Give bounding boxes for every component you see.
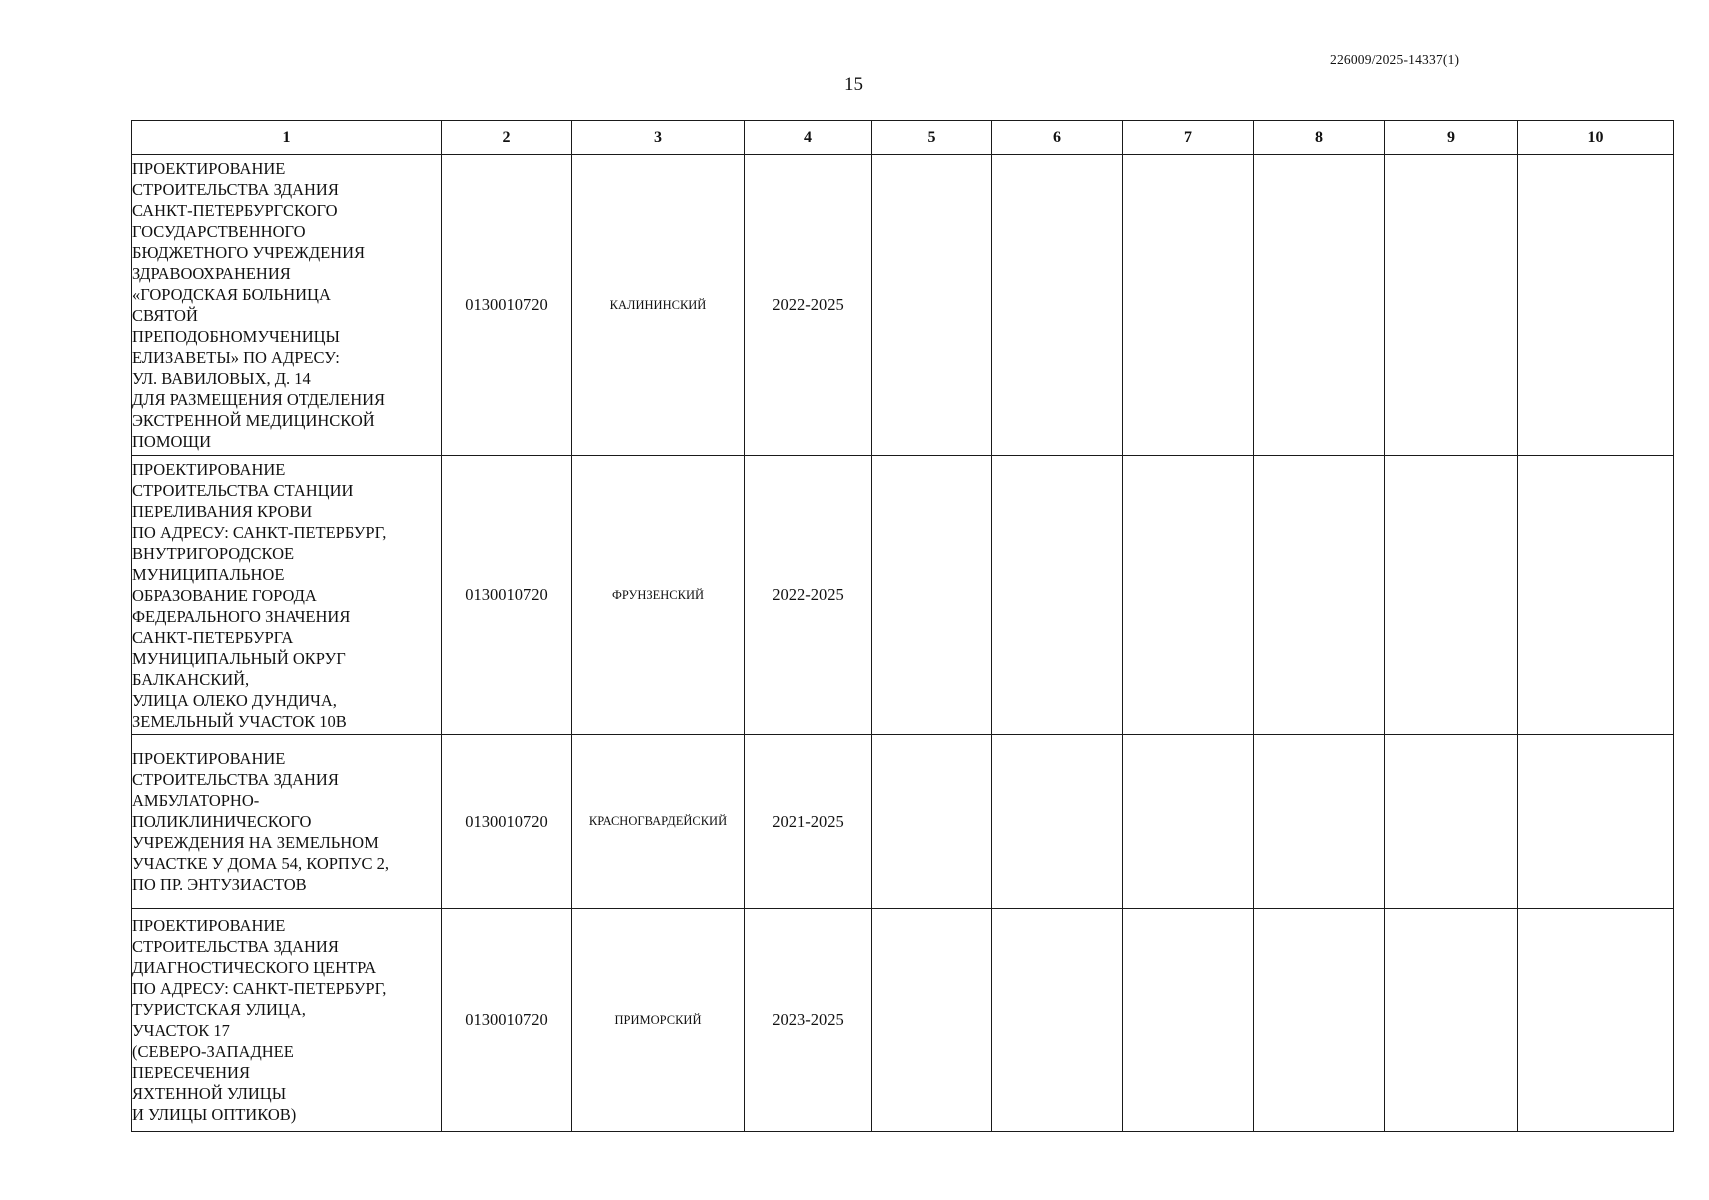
project-name-line: ТУРИСТСКАЯ УЛИЦА,	[132, 1000, 306, 1019]
empty-cell	[872, 735, 992, 909]
project-name-line: АМБУЛАТОРНО-	[132, 791, 260, 810]
project-name-line: САНКТ-ПЕТЕРБУРГСКОГО	[132, 201, 338, 220]
empty-cell	[992, 155, 1123, 456]
empty-cell	[992, 456, 1123, 735]
project-name-line: ДЛЯ РАЗМЕЩЕНИЯ ОТДЕЛЕНИЯ	[132, 390, 386, 409]
project-name-line: «ГОРОДСКАЯ БОЛЬНИЦА	[132, 285, 331, 304]
project-name-line: ПЕРЕЛИВАНИЯ КРОВИ	[132, 501, 313, 521]
project-name-cell	[132, 155, 442, 456]
column-header-9: 9	[1385, 121, 1518, 155]
project-name-line: ЕЛИЗАВЕТЫ» ПО АДРЕСУ:	[132, 348, 340, 367]
project-name-line: ДИАГНОСТИЧЕСКОГО ЦЕНТРА	[132, 958, 377, 977]
project-name-line: СТРОИТЕЛЬСТВА ЗДАНИЯ	[132, 937, 339, 956]
empty-cell	[1123, 909, 1254, 1132]
empty-cell	[1254, 456, 1385, 735]
empty-cell	[1254, 909, 1385, 1132]
project-name-line: ОБРАЗОВАНИЕ ГОРОДА	[132, 585, 317, 605]
project-name-line: СТРОИТЕЛЬСТВА СТАНЦИИ	[132, 480, 354, 500]
projects-table	[131, 120, 1674, 1132]
period-cell: 2023-2025	[745, 909, 872, 1132]
empty-cell	[1385, 735, 1518, 909]
empty-cell	[992, 909, 1123, 1132]
empty-cell	[1385, 909, 1518, 1132]
district-cell: ПРИМОРСКИЙ	[572, 909, 745, 1132]
column-header-4: 4	[745, 121, 872, 155]
code-cell: 0130010720	[442, 909, 572, 1132]
header-row	[132, 121, 1674, 155]
project-name-line: ПО АДРЕСУ: САНКТ-ПЕТЕРБУРГ,	[132, 522, 387, 542]
project-name-line: БАЛКАНСКИЙ,	[132, 669, 250, 689]
project-name-line: УЧРЕЖДЕНИЯ НА ЗЕМЕЛЬНОМ	[132, 833, 379, 852]
empty-cell	[1254, 155, 1385, 456]
column-header-7: 7	[1123, 121, 1254, 155]
table-row	[132, 155, 1674, 456]
project-name-line: (СЕВЕРО-ЗАПАДНЕЕ	[132, 1042, 294, 1061]
project-name-line: УЛ. ВАВИЛОВЫХ, Д. 14	[132, 369, 311, 388]
table-row	[132, 735, 1674, 909]
district-cell: КРАСНОГВАРДЕЙСКИЙ	[572, 735, 745, 909]
column-header-5: 5	[872, 121, 992, 155]
empty-cell	[1123, 735, 1254, 909]
project-name-line: УЧАСТОК 17	[132, 1021, 230, 1040]
empty-cell	[1385, 155, 1518, 456]
page-number: 15	[844, 74, 863, 95]
project-name-line: ПО АДРЕСУ: САНКТ-ПЕТЕРБУРГ,	[132, 979, 387, 998]
project-name-line: ПО ПР. ЭНТУЗИАСТОВ	[132, 875, 307, 894]
empty-cell	[1518, 909, 1674, 1132]
empty-cell	[872, 456, 992, 735]
project-name-line: ЯХТЕННОЙ УЛИЦЫ	[132, 1084, 287, 1103]
project-name-cell	[132, 735, 442, 909]
period-cell: 2022-2025	[745, 456, 872, 735]
empty-cell	[872, 909, 992, 1132]
project-name-line: МУНИЦИПАЛЬНОЕ	[132, 564, 285, 584]
project-name-cell	[132, 909, 442, 1132]
empty-cell	[1518, 735, 1674, 909]
project-name-line: САНКТ-ПЕТЕРБУРГА	[132, 627, 294, 647]
table-row	[132, 909, 1674, 1132]
column-header-6: 6	[992, 121, 1123, 155]
project-name-line: МУНИЦИПАЛЬНЫЙ ОКРУГ	[132, 648, 346, 668]
project-name-line: БЮДЖЕТНОГО УЧРЕЖДЕНИЯ	[132, 243, 366, 262]
project-name-line: ФЕДЕРАЛЬНОГО ЗНАЧЕНИЯ	[132, 606, 351, 626]
empty-cell	[1518, 155, 1674, 456]
empty-cell	[872, 155, 992, 456]
project-name-line: ПЕРЕСЕЧЕНИЯ	[132, 1063, 250, 1082]
column-header-3: 3	[572, 121, 745, 155]
project-name-line: УЛИЦА ОЛЕКО ДУНДИЧА,	[132, 690, 337, 710]
column-header-10: 10	[1518, 121, 1674, 155]
period-cell: 2022-2025	[745, 155, 872, 456]
district-cell: ФРУНЗЕНСКИЙ	[572, 456, 745, 735]
project-name-line: ПОЛИКЛИНИЧЕСКОГО	[132, 812, 312, 831]
column-header-1: 1	[132, 121, 442, 155]
project-name-line: ЗЕМЕЛЬНЫЙ УЧАСТОК 10В	[132, 711, 347, 731]
table-row	[132, 456, 1674, 735]
project-name-line: СТРОИТЕЛЬСТВА ЗДАНИЯ	[132, 180, 339, 199]
project-name-line: УЧАСТКЕ У ДОМА 54, КОРПУС 2,	[132, 854, 390, 873]
empty-cell	[1123, 456, 1254, 735]
project-name-line: ЭКСТРЕННОЙ МЕДИЦИНСКОЙ	[132, 411, 375, 430]
empty-cell	[1123, 155, 1254, 456]
district-cell: КАЛИНИНСКИЙ	[572, 155, 745, 456]
empty-cell	[1254, 735, 1385, 909]
code-cell: 0130010720	[442, 155, 572, 456]
project-name-line: ПРОЕКТИРОВАНИЕ	[132, 459, 286, 479]
project-name-line: ПРОЕКТИРОВАНИЕ	[132, 159, 286, 178]
project-name-line: ПРОЕКТИРОВАНИЕ	[132, 916, 286, 935]
project-name-line: ПРОЕКТИРОВАНИЕ	[132, 749, 286, 768]
project-name-line: ЗДРАВООХРАНЕНИЯ	[132, 264, 291, 283]
column-header-2: 2	[442, 121, 572, 155]
project-name-cell	[132, 456, 442, 735]
project-name-line: ПРЕПОДОБНОМУЧЕНИЦЫ	[132, 327, 340, 346]
project-name-line: И УЛИЦЫ ОПТИКОВ)	[132, 1105, 297, 1124]
period-cell: 2021-2025	[745, 735, 872, 909]
project-name-line: ПОМОЩИ	[132, 432, 211, 451]
empty-cell	[1385, 456, 1518, 735]
code-cell: 0130010720	[442, 456, 572, 735]
code-cell: 0130010720	[442, 735, 572, 909]
empty-cell	[1518, 456, 1674, 735]
project-name-line: ВНУТРИГОРОДСКОЕ	[132, 543, 295, 563]
project-name-line: СВЯТОЙ	[132, 306, 198, 325]
project-name-line: СТРОИТЕЛЬСТВА ЗДАНИЯ	[132, 770, 339, 789]
column-header-8: 8	[1254, 121, 1385, 155]
empty-cell	[992, 735, 1123, 909]
document-number: 226009/2025-14337(1)	[1330, 52, 1460, 67]
project-name-line: ГОСУДАРСТВЕННОГО	[132, 222, 306, 241]
